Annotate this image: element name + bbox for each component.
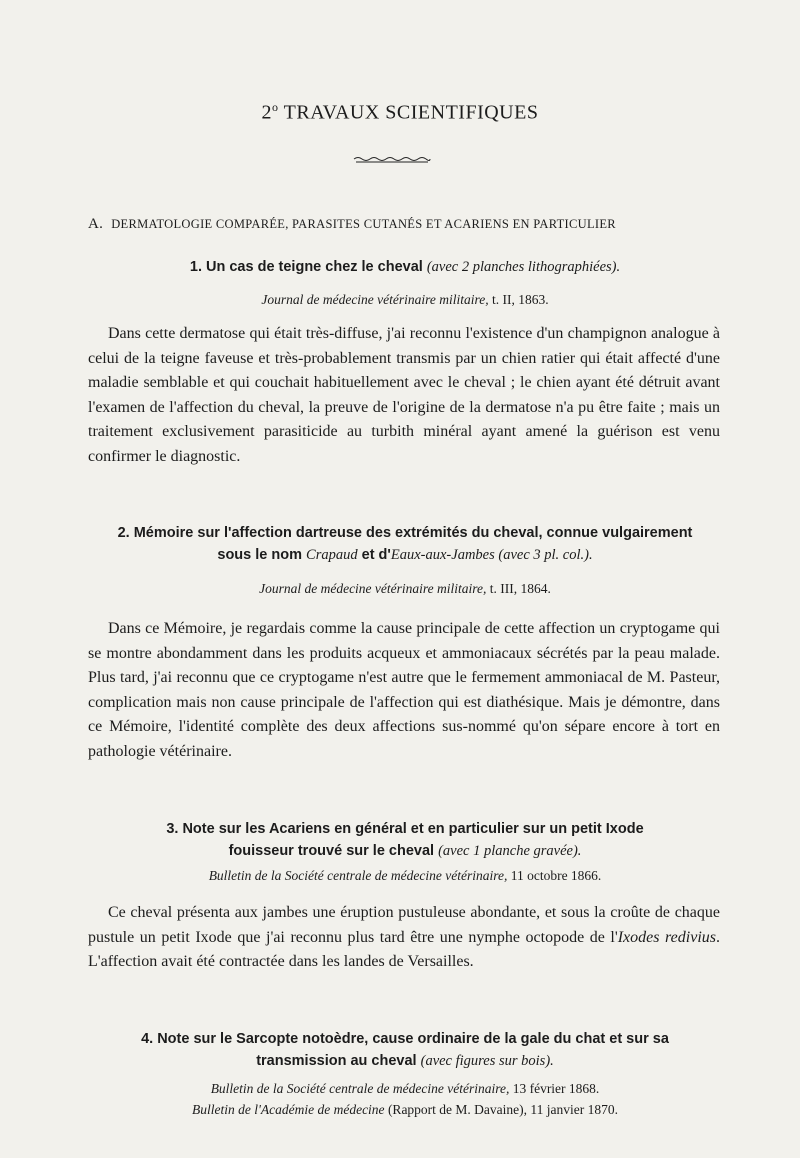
entry-1-citation-journal: Journal de médecine vétérinaire militaire, xyxy=(261,292,489,307)
entry-3-citation xyxy=(60,865,750,887)
entry-3-paragraph-b: . L'affection avait été contractée dans les landes de Versailles. xyxy=(88,928,720,971)
entry-2-title-line2 xyxy=(60,544,750,566)
entry-2-title-b: Crapaud xyxy=(306,547,358,563)
entry-1-title-text: 1. Un cas de teigne chez le cheval xyxy=(189,259,423,275)
entry-4-citation-1 xyxy=(60,1078,750,1100)
entry-4-citation-1-details: 13 février 1868. xyxy=(509,1081,600,1096)
entry-3-paragraph-a: Ce cheval présenta aux jambes une éruption pustuleuse abondante, et sous la croûte de chaque pustule un petit Ixode que j'ai reconnu plus tard être une nymphe octopode de l' xyxy=(88,904,720,946)
entry-1-citation xyxy=(60,289,750,311)
entry-2-title-a: sous le nom xyxy=(217,547,307,563)
entry-1-title-note: (avec 2 planches lithographiées). xyxy=(426,259,621,275)
entry-4-title-line2 xyxy=(60,1050,750,1072)
section-letter: A. xyxy=(88,216,104,232)
entry-4-citation-2 xyxy=(60,1099,750,1121)
page-title xyxy=(0,100,800,125)
entry-3-paragraph-italic: Ixodes redivius xyxy=(617,928,716,946)
title-degree: o xyxy=(272,100,279,114)
entry-2-paragraph: Dans ce Mémoire, je regardais comme la cause principale de cette affection un cryptogame qui se montre abondamment dans les produits acqueux et ammoniacaux sécrétés par la peau malade. Plus tard, j'ai reconnu que ce cryptogame n'est autre que le fermement ammoniacal de M. Pasteur, complication mais non cause principale de l'affection qui est diathésique. Mais je démontre, dans ce Mémoire, l'identité complète des deux affections sus-nommé qu'on sépare encore à tort en pathologie vétérinaire. xyxy=(88,620,720,760)
entry-1-title xyxy=(60,256,750,278)
entry-4-citation-2-details: (Rapport de M. Davaine), 11 janvier 1870. xyxy=(384,1102,618,1117)
section-title: DERMATOLOGIE COMPARÉE, PARASITES CUTANÉS ET ACARIENS EN PARTICULIER xyxy=(111,217,616,231)
entry-2-title-d: Eaux-aux-Jambes xyxy=(390,547,495,563)
entry-3-paragraph xyxy=(88,901,720,975)
entry-3-title-line1: 3. Note sur les Acariens en général et en particulier sur un petit Ixode xyxy=(166,821,644,837)
section-heading xyxy=(88,216,728,233)
entry-3-title-line2 xyxy=(60,840,750,862)
entry-2-citation xyxy=(60,578,750,600)
title-text: TRAVAUX SCIENTIFIQUES xyxy=(283,101,539,124)
entry-3-title xyxy=(60,818,750,862)
entry-3-title-note: (avec 1 planche gravée). xyxy=(438,843,582,859)
entry-4-title-line1: 4. Note sur le Sarcopte notoèdre, cause ordinaire de la gale du chat et sur sa xyxy=(141,1031,669,1047)
entry-2-citation-journal: Journal de médecine vétérinaire militaire, xyxy=(259,581,487,596)
entry-4-citation-1-journal: Bulletin de la Société centrale de médecine vétérinaire, xyxy=(210,1081,510,1096)
title-number: 2 xyxy=(261,101,273,124)
entry-1-paragraph: Dans cette dermatose qui était très-diffuse, j'ai reconnu l'existence d'un champignon analogue à celui de la teigne faveuse et très-probablement transmis par un chien ratier qui était affecté d'une maladie semblable et qui couchait habituellement avec le cheval ; le chien ayant été détruit avant l'examen de l'affection du cheval, la preuve de l'origine de la dermatose n'a pu être faite ; mais un traitement exclusivement parasiticide au turbith minéral ayant amené la guérison est venu confirmer le diagnostic. xyxy=(88,325,720,465)
entry-4-title-note: (avec figures sur bois). xyxy=(420,1053,554,1069)
entry-4-title xyxy=(60,1028,750,1072)
entry-2-citation-details: t. III, 1864. xyxy=(486,581,551,596)
entry-3-citation-details: 11 octobre 1866. xyxy=(507,868,602,883)
entry-2-title-c: et d' xyxy=(357,547,391,563)
entry-1-citation-details: t. II, 1863. xyxy=(488,292,549,307)
entry-4-title-line2-text: transmission au cheval xyxy=(256,1053,417,1069)
entry-2-title-line1: 2. Mémoire sur l'affection dartreuse des extrémités du cheval, connue vulgairement xyxy=(117,525,693,541)
ornament-divider xyxy=(352,154,432,164)
entry-2-title-e: (avec 3 pl. col.). xyxy=(494,547,593,563)
entry-3-citation-journal: Bulletin de la Société centrale de médecine vétérinaire, xyxy=(208,868,508,883)
entry-3-title-line2-text: fouisseur trouvé sur le cheval xyxy=(228,843,435,859)
entry-4-citation-2-journal: Bulletin de l'Académie de médecine xyxy=(192,1102,385,1117)
entry-2-title xyxy=(60,522,750,566)
